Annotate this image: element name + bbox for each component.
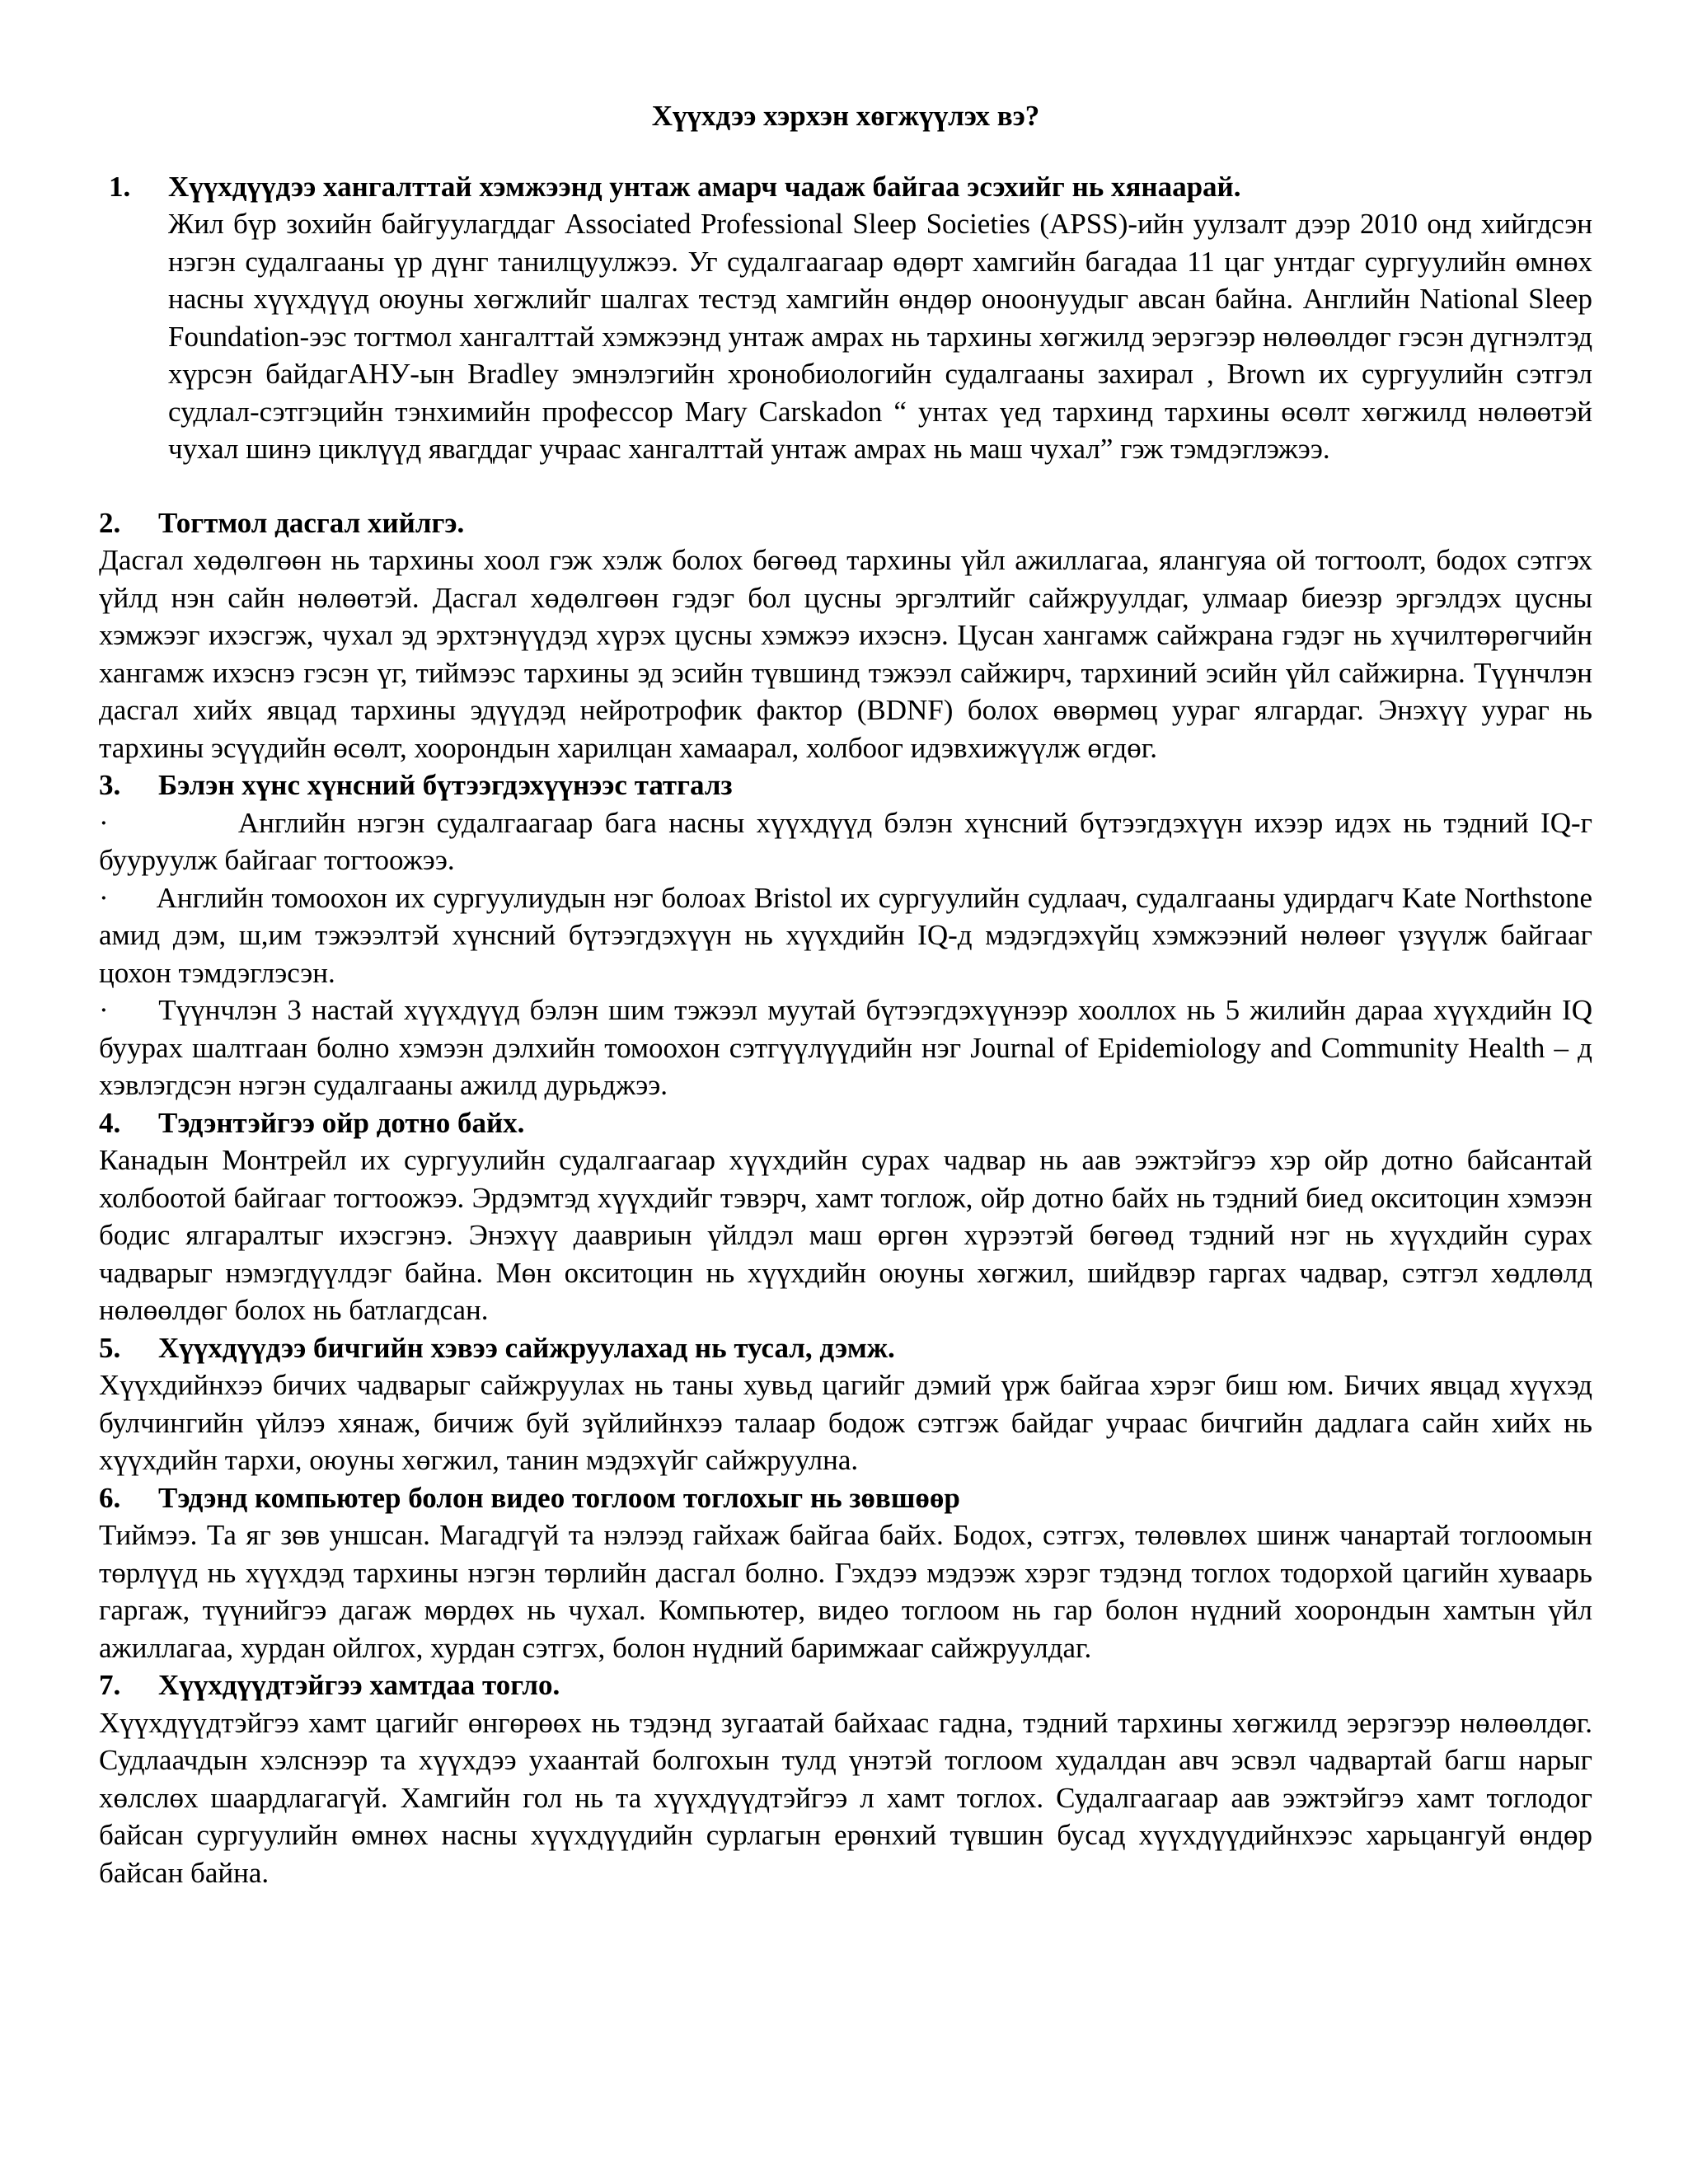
section-heading-text: Бэлэн хүнс хүнсний бүтээгдэхүүнээс татгалз [158,769,733,801]
bullet-paragraph: · Түүнчлэн 3 настай хүүхдүүд бэлэн шим тэжээл муутай бүтээгдэхүүнээр хооллох нь 5 жилийн дараа хүүхдийн IQ буурах шалтгаан болно хэмээн дэлхийн томоохон сэтгүүлүүдийн нэг Journal of Epidemiology and Community Health – д хэвлэгдсэн нэгэн судалгааны ажилд дурьджээ. [99,994,1600,1101]
section-paragraph: Хүүхдүүдтэйгээ хамт цагийг өнгөрөөх нь тэдэнд зугаатай байхаас гадна, тэдний тархины хөгжилд эерэгээр нөлөөлдөг. Судлаачдын хэлснээр та хүүхдээ ухаантай болгохын тулд үнэтэй тоглоом худалдан авч эсвэл чадвартай багш нарыг хөлслөх шаардлагагүй. Хамгийн гол нь та хүүхдүүдтэйгээ л хамт тоглох. Судалгаагаар аав ээжтэйгээ хамт тоглодог байсан сургуулийн өмнөх насны хүүхдүүдийн сурлагын ерөнхий түвшин бусад хүүхдүүдийнхээс харьцангуй өндөр байсан байна. [99,1706,1592,1889]
section-number: 1. [109,170,131,203]
section-number: 7. [99,1669,121,1701]
section-number: 6. [99,1481,121,1514]
section-heading [99,1104,1592,1142]
section-heading [99,168,1592,206]
section-6 [99,1479,1592,1667]
section-heading [99,504,1592,542]
section-7 [99,1666,1592,1891]
section-heading-text: Тэдэнд компьютер болон видео тоглоом тоглохыг нь зөвшөөр [158,1481,960,1514]
section-number: 4. [99,1106,121,1139]
bullet-paragraph: · Английн нэгэн судалгаагаар бага насны хүүхдүүд бэлэн хүнсний бүтээгдэхүүн ихээр идэх нь тэдний IQ-г бууруулж байгааг тогтоожээ. [99,806,1600,876]
section-paragraph: Канадын Монтрейл их сургуулийн судалгаагаар хүүхдийн сурах чадвар нь аав ээжтэйгээ хэр ойр дотно байсантай холбоотой байгааг тогтоожээ. Эрдэмтэд хүүхдийг тэвэрч, хамт тоглож, ойр дотно байх нь тэдний биед окситоцин хэмээн бодис ялгаралтыг ихэсгэнэ. Энэхүү даавриын үйлдэл маш өргөн хүрээтэй бөгөөд тэдний нэг нь хүүхдийн сурах чадварыг нэмэгдүүлдэг байна. Мөн окситоцин нь хүүхдийн оюуны хөгжил, шийдвэр гаргах чадвар, сэтгэл хөдлөлд нөлөөлдөг болох нь батлагдсан. [99,1144,1592,1326]
section-4 [99,1104,1592,1329]
section-2 [99,504,1592,767]
section-heading-text: Тэдэнтэйгээ ойр дотно байх. [158,1106,525,1139]
section-paragraph: Жил бүр зохийн байгуулагддаг Associated Professional Sleep Societies (APSS)-ийн уулзалт дээр 2010 онд хийгдсэн нэгэн судалгааны үр дүнг танилцуулжээ. Уг судалгаагаар өдөрт хамгийн багадаа 11 цаг унтдаг сургуулийн өмнөх насны хүүхдүүд оюуны хөгжлийг шалгах тестэд хамгийн өндөр оноонуудыг авсан байна. Английн National Sleep Foundation-ээс тогтмол хангалттай хэмжээнд унтаж амрах нь тархины хөгжилд эерэгээр нөлөөлдөг гэсэн дүгнэлтэд хүрсэн байдагАНУ-ын Bradley эмнэлэгийн хронобиологийн судалгааны захирал , Brown их сургуулийн сэтгэл судлал-сэтгэцийн тэнхимийн профессор Mary Carskadon “ унтах үед тархинд тархины өсөлт хөгжилд нөлөөтэй чухал шинэ циклүүд явагддаг учраас хангалттай унтаж амрах нь маш чухал” гэж тэмдэглэжээ. [168,208,1592,465]
document-title: Хүүхдээ хэрхэн хөгжүүлэх вэ? [651,100,1040,132]
section-heading-text: Тогтмол дасгал хийлгэ. [158,506,465,539]
section-heading [99,766,1592,804]
section-paragraph: Тиймээ. Та яг зөв уншсан. Магадгүй та нэлээд гайхаж байгаа байх. Бодох, сэтгэх, төлөвлөх шинж чанартай тоглоомын төрлүүд нь хүүхдэд тархины нэгэн төрлийн дасгал болно. Гэхдээ мэдээж хэрэг тэдэнд тоглох тодорхой цагийн хуваарь гаргаж, түүнийгээ дагаж мөрдөх нь чухал. Компьютер, видео тоглоом нь гар болон нүдний хоорондын хамтын үйл ажиллагаа, хурдан ойлгох, хурдан сэтгэх, болон нүдний баримжааг сайжруулдаг. [99,1519,1592,1664]
section-5 [99,1329,1592,1479]
bullet-paragraph: · Английн томоохон их сургуулиудын нэг болоах Bristol их сургуулийн судлаач, судалгааны удирдагч Kate Northstone амид дэм, ш,им тэжээлтэй хүнсний бүтээгдэхүүн нь хүүхдийн IQ-д мэдэгдэхүйц хэмжээний нөлөөг үзүүлж байгааг цохон тэмдэглэсэн. [99,881,1600,989]
section-paragraph: Дасгал хөдөлгөөн нь тархины хоол гэж хэлж болох бөгөөд тархины үйл ажиллагаа, ялангуяа ой тогтоолт, бодох сэтгэх үйлд нэн сайн нөлөөтэй. Дасгал хөдөлгөөн гэдэг бол цусны эргэлтийг сайжруулдаг, улмаар биеэзр эргэлдэх цусны хэмжээг ихэсгэж, чухал эд эрхтэнүүдэд хүрэх цусны хэмжээ ихэснэ. Цусан хангамж сайжрана гэдэг нь хүчилтөрөгчийн хангамж ихэснэ гэсэн үг, тиймээс тархины эд эсийн түвшинд тэжээл сайжирч, тархиний эсийн үйл сайжирна. Түүнчлэн дасгал хийх явцад тархины эдүүдэд нейротрофик фактор (BDNF) болох өвөрмөц уураг ялгардаг. Энэхүү уураг нь тархины эсүүдийн өсөлт, хоорондын харилцан хамаарал, холбоог идэвхижүүлж өгдөг. [99,544,1592,764]
section-heading-text: Хүүхдүүдээ бичгийн хэвээ сайжруулахад нь тусал, дэмж. [158,1331,895,1364]
section-3 [99,766,1600,1104]
section-number: 2. [99,506,121,539]
section-heading-text: Хүүхдүүдтэйгээ хамтдаа тогло. [158,1669,560,1701]
section-number: 5. [99,1331,121,1364]
section-heading-text: Хүүхдүүдээ хангалттай хэмжээнд унтаж амарч чадаж байгаа эсэхийг нь хянаарай. [168,170,1241,203]
section-heading [99,1479,1592,1517]
section-1 [99,168,1592,468]
document-page [99,97,1600,1891]
section-paragraph: Хүүхдийнхээ бичих чадварыг сайжруулах нь таны хувьд цагийг дэмий үрж байгаа хэрэг биш юм. Бичих явцад хүүхэд булчингийн үйлээ хянаж, бичиж буй зүйлийнхээ талаар бодож сэтгэж байдаг учраас бичгийн дадлага сайн хийх нь хүүхдийн тархи, оюуны хөгжил, танин мэдэхүйг сайжруулна. [99,1369,1592,1476]
section-heading [99,1666,1592,1704]
section-heading [99,1329,1592,1367]
section-number: 3. [99,769,121,801]
